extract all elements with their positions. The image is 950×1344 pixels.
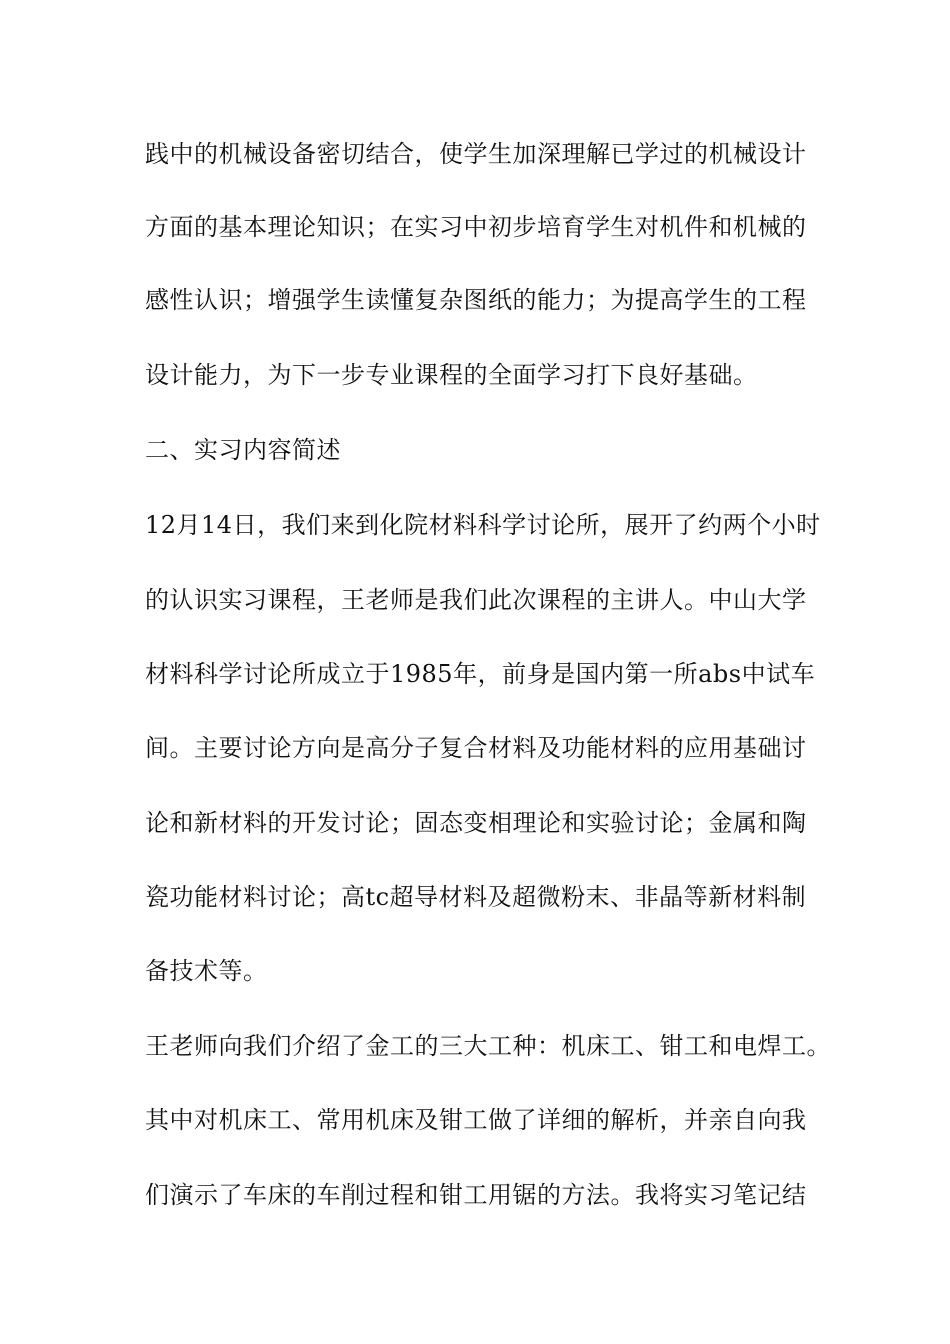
text-line: 材料科学讨论所成立于1985年，前身是国内第一所abs中试车 (145, 660, 816, 688)
text-line: 践中的机械设备密切结合，使学生加深理解已学过的机械设计 (145, 140, 807, 168)
section-heading: 二、实习内容简述 (145, 436, 341, 464)
text-line: 间。主要讨论方向是高分子复合材料及功能材料的应用基础讨 (145, 734, 807, 762)
text-line: 瓷功能材料讨论；高tc超导材料及超微粉末、非晶等新材料制 (145, 883, 807, 911)
text-line: 12月14日，我们来到化院材料科学讨论所，展开了约两个小时 (145, 511, 821, 539)
text-line: 们演示了车床的车削过程和钳工用锯的方法。我将实习笔记结 (145, 1181, 807, 1209)
text-line: 的认识实习课程，王老师是我们此次课程的主讲人。中山大学 (145, 586, 807, 614)
text-line: 备技术等。 (145, 957, 268, 985)
text-line: 其中对机床工、常用机床及钳工做了详细的解析，并亲自向我 (145, 1106, 807, 1134)
text-line: 感性认识；增强学生读懂复杂图纸的能力；为提高学生的工程 (145, 286, 807, 314)
text-line: 论和新材料的开发讨论；固态变相理论和实验讨论；金属和陶 (145, 809, 807, 837)
text-line: 王老师向我们介绍了金工的三大工种：机床工、钳工和电焊工。 (145, 1032, 831, 1060)
text-line: 方面的基本理论知识；在实习中初步培育学生对机件和机械的 (145, 213, 807, 241)
text-line: 设计能力，为下一步专业课程的全面学习打下良好基础。 (145, 361, 758, 389)
